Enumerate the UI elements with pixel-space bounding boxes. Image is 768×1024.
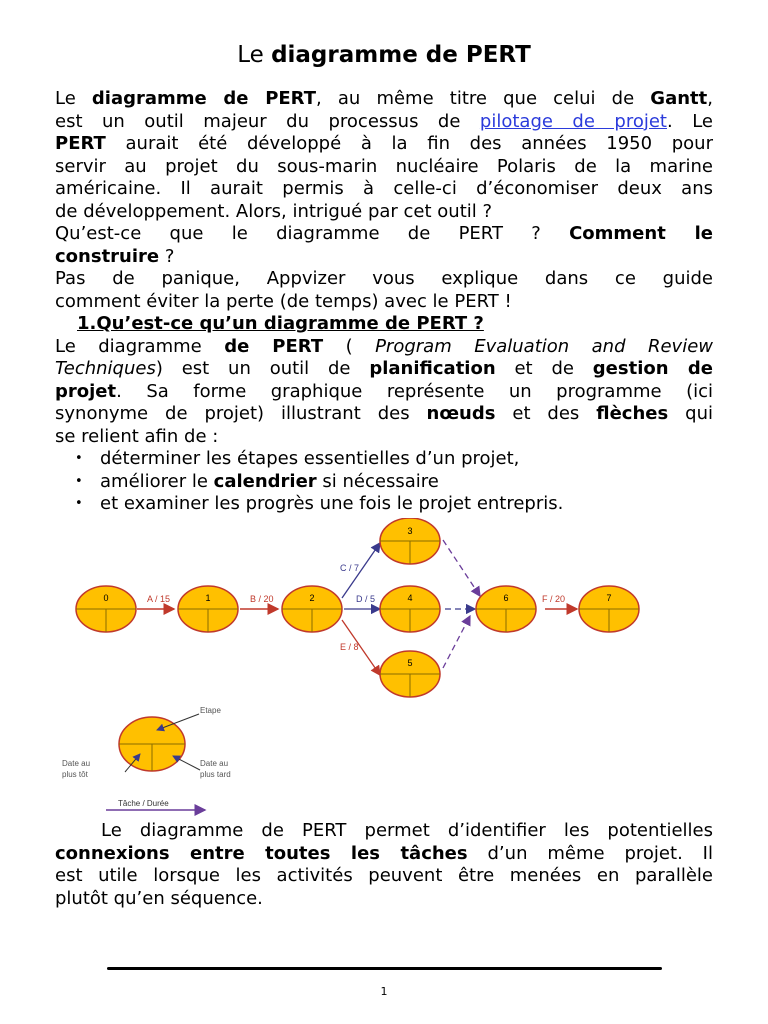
closing-text: Le diagramme de PERT permet d’identifier les potentielles connexions entre toutes les tâches d’un même projet. Il est utile lorsque les activités peuvent être menées en parallèle plutôt qu’en séquence. [55, 820, 713, 909]
diagram-legend [62, 706, 231, 810]
section1: 1.Qu’est-ce qu’un diagramme de PERT ? Le diagramme de PERT ( Program Evaluation and Review Techniques) est un outil de planification et de gestion de projet. Sa forme graphique représente un programme (ici synonyme de projet) illustrant des nœuds et des flèches qui se relient afin de : • déterminer les étapes essentielles d’un projet, • améliorer le calendrier si nécessaire • et examiner les progrès une fois le projet entrepris. [55, 313, 713, 516]
list-item: • améliorer le calendrier si nécessaire [55, 471, 713, 494]
dummy-edge-5-6 [443, 616, 470, 668]
node-3 [380, 518, 440, 564]
edge-f [542, 594, 577, 609]
node-label: 3 [407, 526, 413, 536]
pilotage-link[interactable]: pilotage de projet [479, 110, 667, 132]
edge-label: D / 5 [356, 594, 376, 604]
intro-text: Le diagramme de PERT, au même titre que celui de Gantt, est un outil majeur du processus de pilotage de projet. Le PERT aurait été développé à la fin des années 1950 pour servir au projet du sous-marin nucléaire Polaris de la marine américaine. Il aurait permis à celle-ci d’économiser deux ans de développement. Alors, intrigué par cet outil ? Qu’est-ce que le diagramme de PERT ? Comment le construire ? Pas de panique, Appvizer vous explique dans ce guide comment éviter la perte (de temps) avec le PERT ! [55, 88, 714, 312]
svg-text:plus tard: plus tard [200, 770, 231, 779]
legend-tache: Tâche / Durée [118, 799, 169, 808]
node-label: 4 [407, 593, 413, 603]
node-5 [380, 651, 440, 697]
node-2 [282, 586, 342, 632]
node-7 [579, 586, 639, 632]
node-0 [76, 586, 136, 632]
node-label: 5 [407, 658, 413, 668]
node-6 [476, 586, 536, 632]
dummy-edge-3-6 [443, 540, 480, 596]
edge-label: E / 8 [340, 642, 359, 652]
node-4 [380, 586, 440, 632]
bullet-list [55, 448, 713, 516]
edge-e [340, 620, 380, 675]
node-label: 1 [205, 593, 211, 603]
list-item: • et examiner les progrès une fois le projet entrepris. [55, 493, 713, 516]
edge-d [344, 594, 380, 609]
legend-etape: Etape [200, 706, 221, 715]
edge-c [340, 543, 380, 598]
edge-label: B / 20 [250, 594, 274, 604]
node-label: 6 [503, 593, 509, 603]
edge-b [240, 594, 278, 609]
footer-divider [107, 967, 662, 970]
edge-a [137, 594, 174, 609]
edge-label: A / 15 [147, 594, 171, 604]
legend-date-tard: Date au [200, 759, 229, 768]
node-label: 7 [606, 593, 612, 603]
list-item: • déterminer les étapes essentielles d’un projet, [55, 448, 713, 471]
edge-label: C / 7 [340, 563, 360, 573]
page-title: Le diagramme de PERT [237, 42, 531, 68]
node-label: 0 [103, 593, 109, 603]
node-label: 2 [309, 593, 315, 603]
section-heading: 1.Qu’est-ce qu’un diagramme de PERT ? [77, 313, 484, 334]
legend-date-tot: Date au [62, 759, 91, 768]
svg-text:plus tôt: plus tôt [62, 770, 88, 779]
pert-diagram [60, 518, 660, 828]
page-number: 1 [380, 985, 388, 998]
node-1 [178, 586, 238, 632]
edge-label: F / 20 [542, 594, 566, 604]
